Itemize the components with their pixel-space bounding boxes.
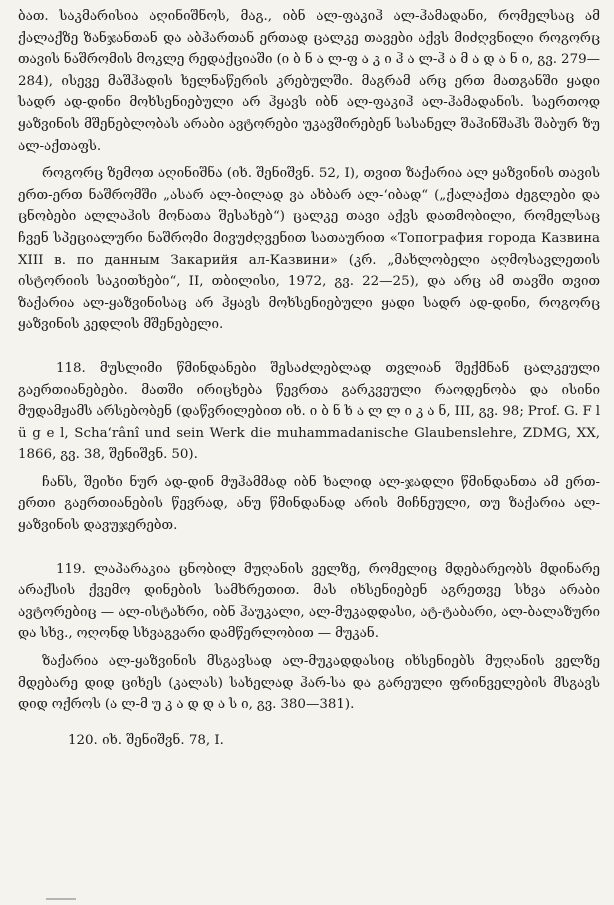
cut-off-line-fragment (46, 898, 76, 905)
note-118: 118. მუსლიმი წმინდანები შესაძლებლად თვლიან შექმნან ცალკეული გაერთიანებები. მათში ირიცხება წევრთა გარკვეული რაოდენობა და ისინი მუდამჟამს არსებობენ (დაწვრილებით იხ. ი ბ ნ ხ ა ლ ლ ი კ ა ნ, III, გვ. 98; Prof. G. F l ü g e l, Scha‘rânî und sein Werk die muhammadanische Glaubenslehre, ZDMG, XX, 1866, გვ. 38, შენიშვნ. 50). (18, 360, 600, 463)
note-119: 119. ლაპარაკია ცნობილ მუღანის ველზე, რომელიც მდებარეობს მდინარე არაქსის ქვემო დინების სამხრეთით. მას იხსენიებენ აგრეთვე სხვა არაბი ავტორებიც — ალ-ისტახრი, იბნ ჰაუკალი, ალ-მუკადდასი, ატ-ტაბარი, ალ-ბალაზური და სხვ., ოღონდ სხვაგვარი დამწერლობით — მუკან. (18, 561, 600, 642)
note-119-continuation: ზაქარია ალ-ყაზვინის მსგავსად ალ-მუკადდასიც იხსენიებს მუღანის ველზე მდებარე დიდ ციხეს (კალას) სახელად ჰარ-სა და გარეული ფრინველების მსგავს დიდ ოქროს (ა ლ-მ უ კ ა დ დ ა ს ი, გვ. 380—381). (18, 654, 600, 713)
note-118-continuation: ჩანს, შეიხი ნურ ად-დინ მუჰამმად იბნ ხალიდ ალ-ჯადლი წმინდანთა ამ ერთ-ერთი გაერთიანების წევრად, ანუ წმინდანად არის მიჩნეული, თუ ზაქარია ალ-ყაზვინის დავუჯერებთ. (18, 474, 600, 534)
paragraph-qazvin-topography: როგორც ზემოთ აღინიშნა (იხ. შენიშვნ. 52, I), თვით ზაქარია ალ ყაზვინის თავის ერთ-ერთ ნაშრომში „ასარ ალ-ბილად ვა ახბარ ალ-‘იბად“ („ქალაქთა ძეგლები და ცნობები ალლაჰის მონათა შესახებ“) ცალკე თავი აქვს დათმობილი, რომელსაც ჩვენ სპეციალური ნაშრომი მივუძღვენით სათაურით «Топография города Казвина XIII в. по данным Закарийя ал-Казвини» (კრ. „მახლობელი აღმოსავლეთის ისტორიის საკითხები“, II, თბილისი, 1972, გვ. 22—25), და არც ამ თავში თვით ზაქარია ალ-ყაზვინისაც არ ჰყავს მოხსენიებული ყადი სადრ ად-დინი, როგორც ყაზვინის კედლის მშენებელი. (18, 166, 600, 333)
note-120: 120. იხ. შენიშვნ. 78, I. (68, 732, 224, 748)
paragraph-qazvin-walls: ბათ. საკმარისია აღინიშნოს, მაგ., იბნ ალ-ფაკიჰ ალ-ჰამადანი, რომელსაც ამ ქალაქზე ზანჯანთან და აბჰართან ერთად ცალკე თავები აქვს მიძღვნილი როგორც თავის ნაშრომის მოკლე რედაქციაში (ი ბ ნ ა ლ-ფ ა კ ი ჰ ა ლ-ჰ ა მ ა დ ა ნ ი, გვ. 279—284), ისევე მაშჰადის ხელნაწერის კრებულში. მაგრამ არც ერთ მათგანში ყადი სადრ ად-დინი მოხსენიებული არ ჰყავს იბნ ალ-ფაკიჰ ალ-ჰამადანის. საერთოდ ყაზვინის მშენებლობას არაბი ავტორები უკავშირებენ სასანელ შაჰინშაჰს შაბურ ზუ ალ-აქთაფს. (18, 9, 600, 154)
